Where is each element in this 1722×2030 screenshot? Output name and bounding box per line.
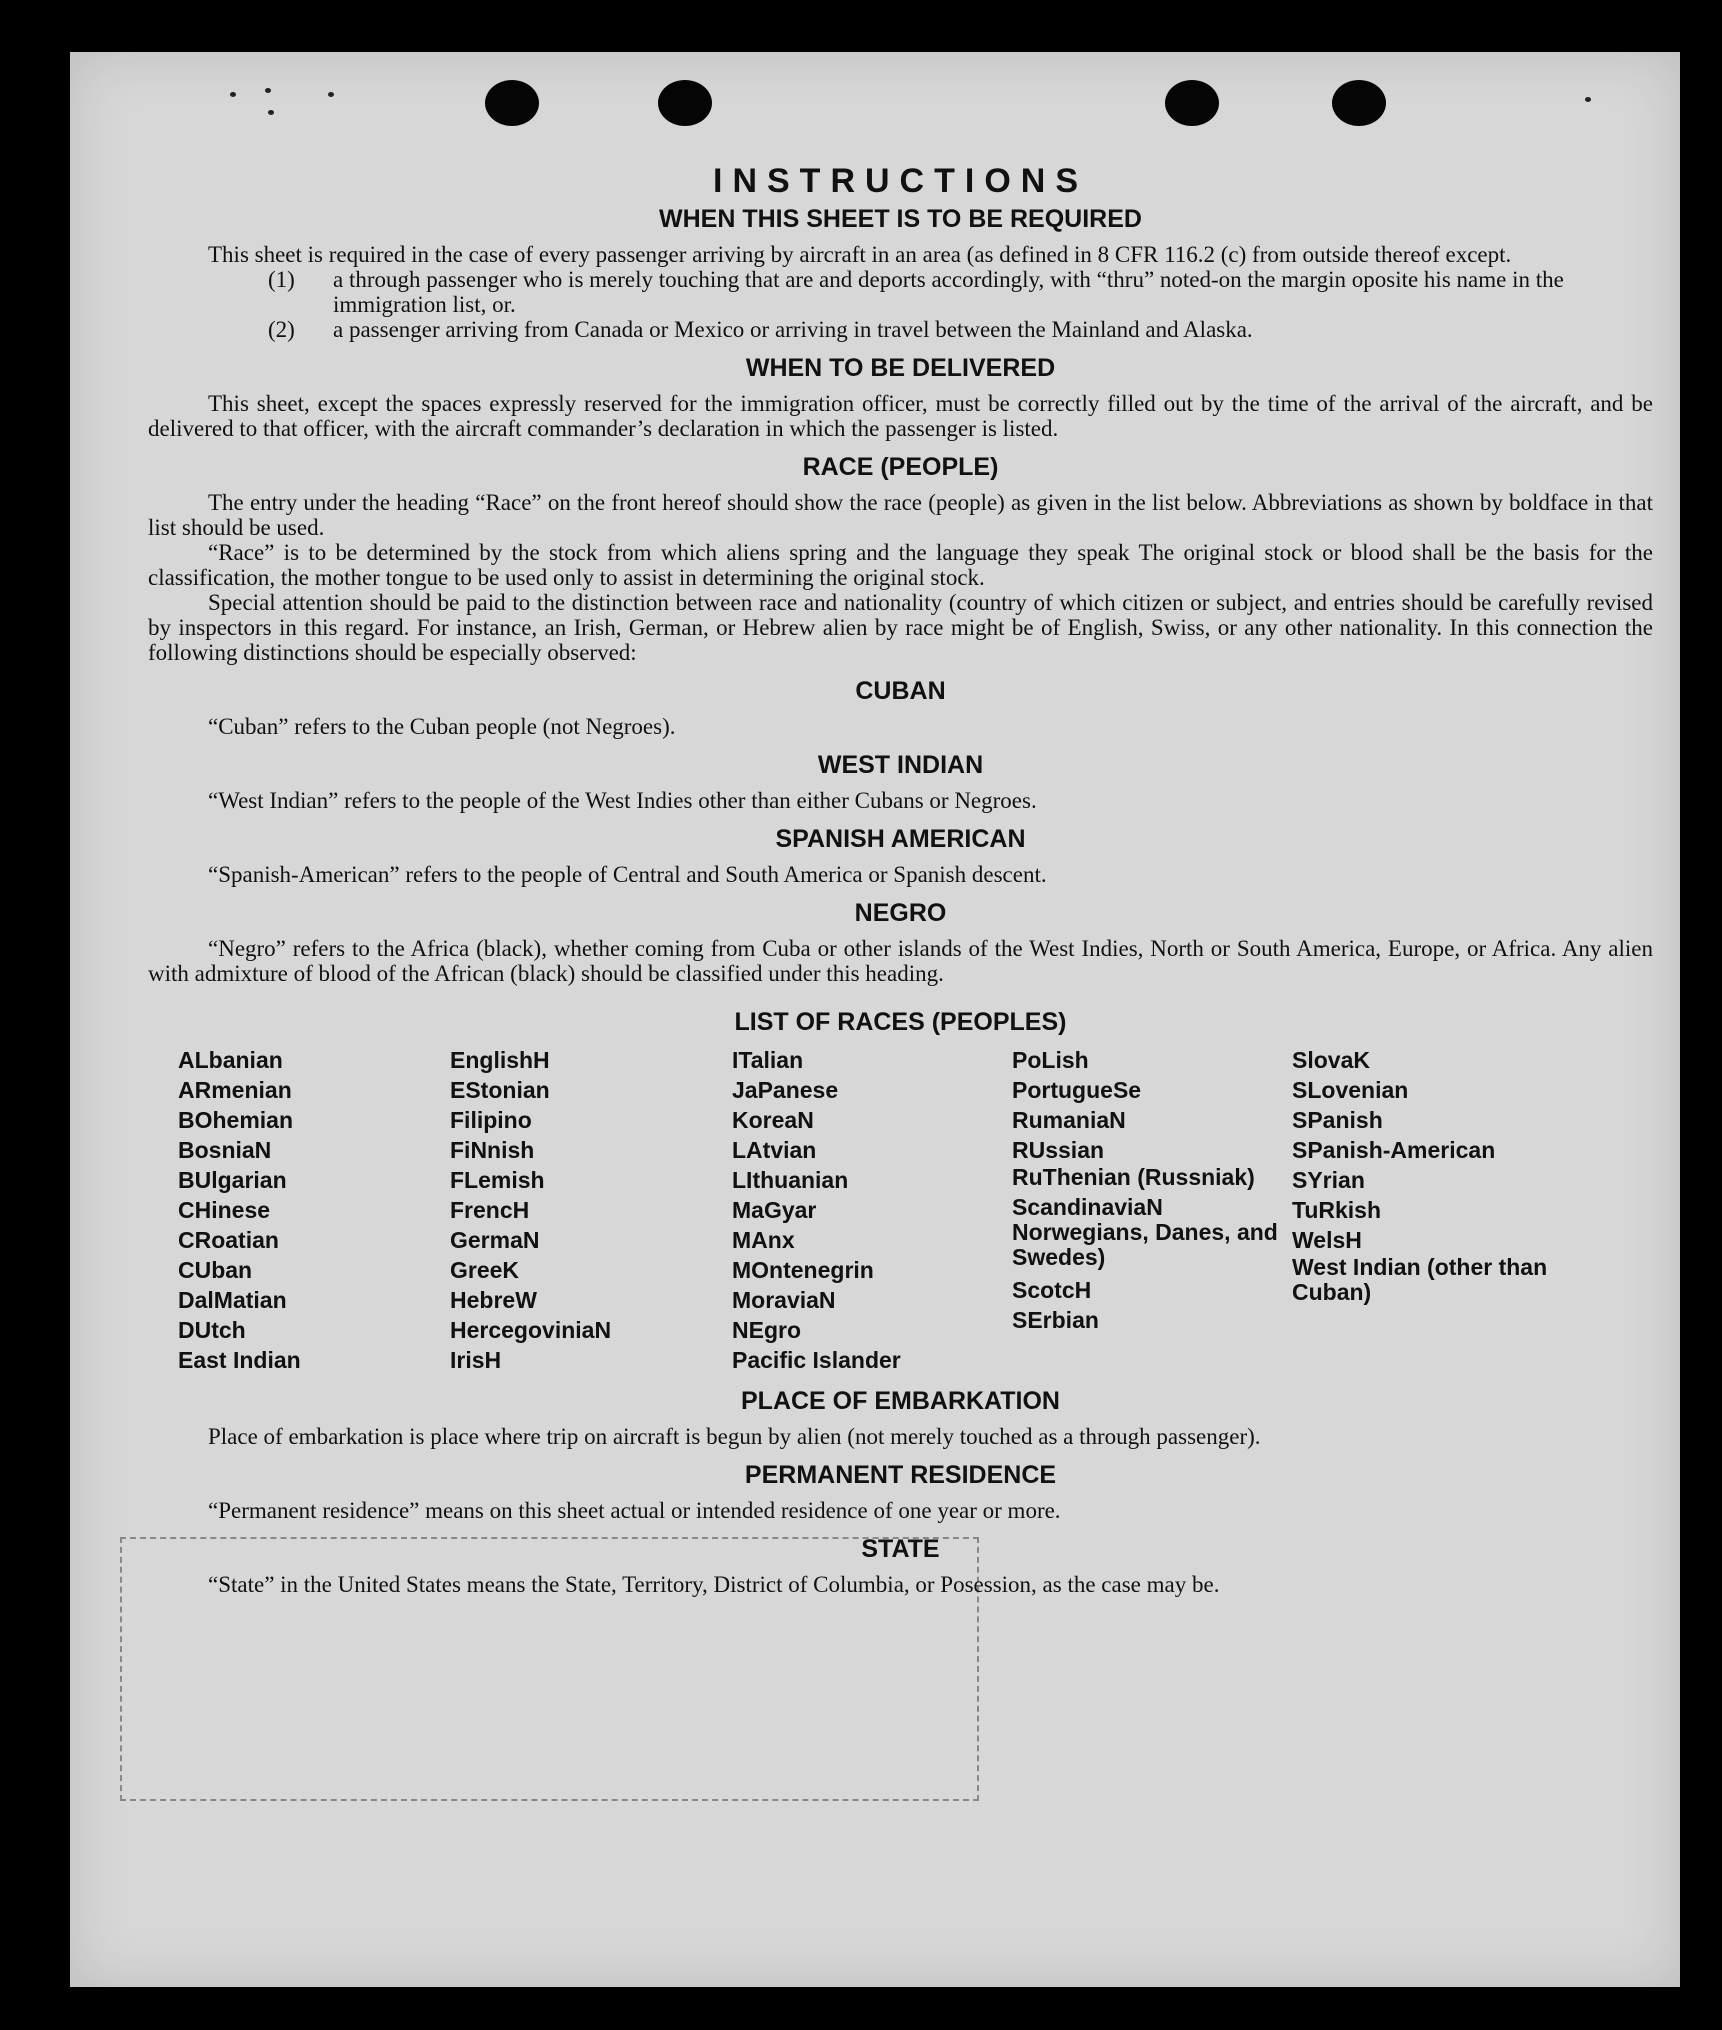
race-item: DalMatian (178, 1287, 287, 1313)
race-item: RUssian (1012, 1137, 1105, 1163)
race-item: SLovenian (1292, 1077, 1409, 1103)
race-item: LAtvian (732, 1137, 817, 1163)
race-item: ALbanian (178, 1047, 283, 1073)
race-item: JaPanese (732, 1077, 839, 1103)
embarkation-text: Place of embarkation is place where trip on aircraft is begun by alien (not merely touched as a through passenger). (208, 1424, 1261, 1449)
heading-spanish-american: SPANISH AMERICAN (775, 825, 1026, 853)
race-column (1292, 1045, 1572, 1375)
race-item: FLemish (450, 1167, 545, 1193)
race-item: FrencH (450, 1197, 530, 1223)
punch-hole (1165, 80, 1219, 126)
race-item: BosniaN (178, 1137, 272, 1163)
race-item: East Indian (178, 1347, 301, 1373)
exception-item: (1) a through passenger who is merely touching that are and deports accordingly, with “thru” noted-on the margin oposite his name in the immigration list, or. (268, 267, 1564, 317)
race-item: DUtch (178, 1317, 246, 1343)
punch-hole (485, 80, 539, 126)
race-item: SPanish-American (1292, 1137, 1496, 1163)
race-paragraph: “Race” is to be determined by the stock from which aliens spring and the language they speak The original stock or blood shall be the basis for the classification, the mother tongue to be used only to assist in determining the original stock. (148, 540, 1653, 590)
spanish-american-text: “Spanish-American” refers to the people of Central and South America or Spanish descent. (208, 862, 1047, 887)
instructions-content (148, 162, 1653, 1597)
race-item: CUban (178, 1257, 253, 1283)
heading-cuban: CUBAN (855, 677, 946, 705)
race-item: Pacific Islander (732, 1347, 901, 1373)
heading-when-delivered: WHEN TO BE DELIVERED (745, 354, 1056, 382)
ink-speck (265, 88, 271, 93)
race-item: EnglishH (450, 1047, 550, 1073)
race-item: MoraviaN (732, 1287, 836, 1313)
exception-item: (2) a passenger arriving from Canada or Mexico or arriving in travel between the Mainland and Alaska. (268, 317, 1253, 342)
race-item: ScandinaviaN Norwegians, Danes, and Swedes) (1012, 1194, 1278, 1270)
race-item: RuThenian (Russniak) (1012, 1164, 1255, 1190)
residence-text: “Permanent residence” means on this sheet actual or intended residence of one year or more. (208, 1498, 1061, 1523)
ink-speck (1585, 97, 1591, 102)
ink-speck (328, 92, 334, 97)
heading-race: RACE (PEOPLE) (802, 453, 999, 481)
race-item: HebreW (450, 1287, 537, 1313)
race-item: PoLish (1012, 1047, 1089, 1073)
race-column (732, 1045, 1012, 1375)
race-item: CRoatian (178, 1227, 279, 1253)
race-item: MOntenegrin (732, 1257, 874, 1283)
negro-text: “Negro” refers to the Africa (black), whether coming from Cuba or other islands of the West Indies, North or South America, Europe, or Africa. Any alien with admixture of blood of the African (black) should be classified under this heading. (148, 936, 1653, 986)
race-item: SYrian (1292, 1167, 1365, 1193)
race-item: KoreaN (732, 1107, 814, 1133)
race-column (1012, 1045, 1292, 1375)
race-item: SErbian (1012, 1307, 1099, 1333)
race-item: West Indian (other than Cuban) (1292, 1254, 1548, 1305)
race-paragraph: The entry under the heading “Race” on the front hereof should show the race (people) as given in the list below. Abbreviations as shown by boldface in that list should be used. (148, 490, 1653, 540)
race-column (178, 1045, 450, 1375)
race-item: ARmenian (178, 1077, 292, 1103)
race-item: ITalian (732, 1047, 804, 1073)
race-column (450, 1045, 732, 1375)
race-item: HercegoviniaN (450, 1317, 612, 1343)
race-item: RumaniaN (1012, 1107, 1126, 1133)
race-item: PortugueSe (1012, 1077, 1142, 1103)
race-item: EStonian (450, 1077, 550, 1103)
race-item: FiNnish (450, 1137, 535, 1163)
heading-state: STATE (861, 1535, 940, 1563)
race-item: LIthuanian (732, 1167, 849, 1193)
cuban-text: “Cuban” refers to the Cuban people (not Negroes). (208, 714, 676, 739)
heading-when-required: WHEN THIS SHEET IS TO BE REQUIRED (659, 205, 1142, 233)
race-item: GermaN (450, 1227, 540, 1253)
race-item: ScotcH (1012, 1277, 1092, 1303)
race-item: Filipino (450, 1107, 532, 1133)
race-item: BUlgarian (178, 1167, 287, 1193)
race-item: SlovaK (1292, 1047, 1370, 1073)
race-paragraph: Special attention should be paid to the distinction between race and nationality (country of which citizen or subject, and entries should be carefully revised by inspectors in this regard. For instance, an Irish, German, or Hebrew alien by race might be of English, Swiss, or any other nationality. In this connection the following distinctions should be especially observed: (148, 590, 1653, 665)
ink-speck (230, 92, 236, 97)
heading-embarkation: PLACE OF EMBARKATION (741, 1387, 1060, 1415)
race-item: CHinese (178, 1197, 271, 1223)
heading-permanent-residence: PERMANENT RESIDENCE (744, 1461, 1057, 1489)
when-delivered-text: This sheet, except the spaces expressly reserved for the immigration officer, must be correctly filled out by the time of the arrival of the aircraft, and be delivered to that officer, with the aircraft commander’s declaration in which the passenger is listed. (148, 391, 1653, 441)
race-list (178, 1045, 1653, 1375)
race-item: BOhemian (178, 1107, 294, 1133)
document-sheet (70, 52, 1680, 1987)
when-required-text: This sheet is required in the case of every passenger arriving by aircraft in an area (as defined in 8 CFR 116.2 (c) from outside thereof except. (208, 242, 1512, 267)
punch-hole (658, 80, 712, 126)
race-item: MaGyar (732, 1197, 817, 1223)
race-item: NEgro (732, 1317, 801, 1343)
race-item: GreeK (450, 1257, 520, 1283)
race-item: IrisH (450, 1347, 502, 1373)
ink-speck (268, 110, 274, 115)
race-item: TuRkish (1292, 1197, 1382, 1223)
heading-negro: NEGRO (854, 899, 947, 927)
west-indian-text: “West Indian” refers to the people of the West Indies other than either Cubans or Negroes. (208, 788, 1037, 813)
state-text: “State” in the United States means the State, Territory, District of Columbia, or Posession, as the case may be. (208, 1572, 1220, 1597)
race-item: MAnx (732, 1227, 795, 1253)
heading-list-of-races: LIST OF RACES (PEOPLES) (734, 1008, 1067, 1036)
page-title: INSTRUCTIONS (713, 162, 1088, 200)
punch-hole (1332, 80, 1386, 126)
race-item: WelsH (1292, 1227, 1362, 1253)
race-item: SPanish (1292, 1107, 1383, 1133)
heading-west-indian: WEST INDIAN (817, 751, 984, 779)
